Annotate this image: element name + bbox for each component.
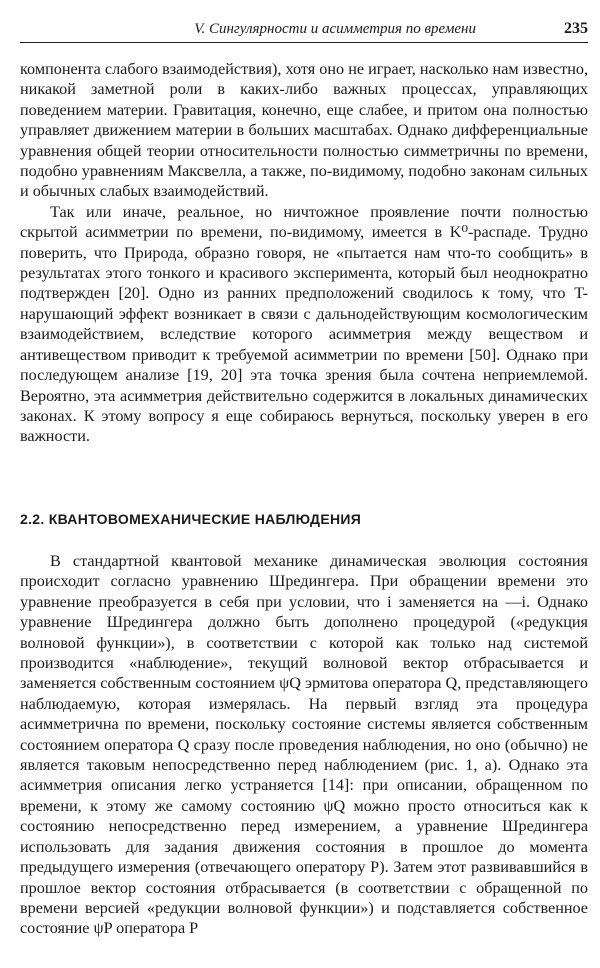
paragraph-k0-decay: Так или иначе, реальное, но ничтожное проявление почти полностью скрытой асимметрии по времени, по-видимому, имеется в K⁰-распаде. Трудно поверить, что Природа, образно говоря, не «пытается нам что-то сообщить» в результатах этого тонкого и красивого эксперимента, который был неоднократно подтвержден [20]. Одно из ранних предположений сводилось к тому, что T-нарушающий эффект возникает в связи с дальнодействующим космологическим взаимодействием, вследствие которого асимметрия между веществом и антивеществом приводит к требуемой асимметрии по времени [50]. Однако при последующем анализе [19, 20] эта точка зрения была сочтена неприемлемой. Вероятно, эта асимметрия действительно содержится в локальных динамических законах. К этому вопросу я еще собираюсь вернуться, поскольку уверен в его важности. [20, 202, 588, 446]
section-body [20, 551, 588, 939]
section-heading: 2.2. КВАНТОВОМЕХАНИЧЕСКИЕ НАБЛЮДЕНИЯ [20, 511, 362, 527]
paragraph-quantum-observation: В стандартной квантовой механике динамическая эволюция состояния происходит согласно уравнению Шредингера. При обращении времени это уравнение преобразуется в себя при условии, что i заменяется на —i. Однако уравнение Шредингера должно быть дополнено процедурой («редукция волновой функции»), в соответствии с которой как только над системой производится «наблюдение», текущий волновой вектор отбрасывается и заменяется собственным состоянием ψQ эрмитова оператора Q, представляющего наблюдаемую, которая измерялась. На первый взгляд эта процедура асимметрична по времени, поскольку состояние системы является собственным состоянием оператора Q сразу после проведения наблюдения, но оно (обычно) не является таковым непосредственно перед наблюдением (рис. 1, a). Однако эта асимметрия описания легко устраняется [14]: при описании, обращенном по времени, к этому же самому состоянию ψQ можно просто относиться как к состоянию непосредственно перед измерением, а уравнение Шредингера использовать для задания движения состояния в прошлое до момента предыдущего измерения (отвечающего оператору P). Затем этот развивавшийся в прошлое вектор состояния отбрасывается (в соответствии с обращенной по времени версией «редукции волновой функции») и подставляется собственное состояние ψP оператора P [20, 552, 588, 938]
page-number: 235 [564, 20, 588, 37]
book-page [20, 0, 588, 968]
running-head [20, 20, 588, 43]
running-title: V. Сингулярности и асимметрия по времени [194, 21, 476, 37]
text-body [20, 59, 588, 447]
paragraph-continued: компонента слабого взаимодействия), хотя оно не играет, насколько нам известно, никакой заметной роли в каких-либо важных процессах, управляющих поведением материи. Гравитация, конечно, еще слабее, и притом она полностью управляет движением материи в больших масштабах. Однако дифференциальные уравнения общей теории относительности полностью симметричны по времени, подобно уравнениям Максвелла, а также, по-видимому, подобно законам сильных и обычных слабых взаимодействий. [20, 60, 588, 201]
